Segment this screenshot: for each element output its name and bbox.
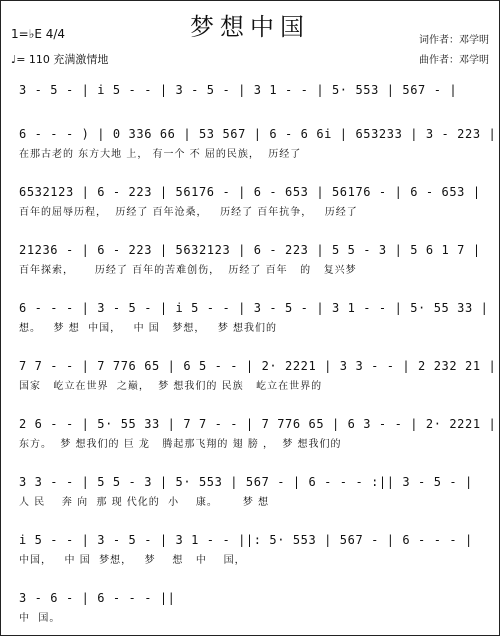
score-row: [19, 301, 491, 349]
score-row: [19, 591, 491, 639]
composer-credit: 曲作者：邓学明: [419, 55, 489, 66]
credits: [419, 31, 489, 71]
notation-line: 3 - 5 - | i 5 - - | 3 - 5 - | 3 1 - - | 5· 553 | 567 - |: [19, 83, 458, 97]
score-row: [19, 533, 491, 581]
notation-line: 7 7 - - | 7 776 65 | 6 5 - - | 2· 2221 | 3 3 - - | 2 232 21 |: [19, 359, 497, 373]
lyrics-line: 在那古老的 东方大地 上， 有一个 不 屈的民族， 历经了: [19, 149, 302, 160]
lyrics-line: 国家 屹立在世界 之巅， 梦 想我们的 民族 屹立在世界的: [19, 381, 323, 392]
score-row: [19, 359, 497, 407]
lyrics-line: 想。 梦 想 中国， 中 国 梦想， 梦 想我们的: [19, 323, 278, 334]
notation-line: 3 3 - - | 5 5 - 3 | 5· 553 | 567 - | 6 - - - :|| 3 - 5 - |: [19, 475, 473, 489]
lyrics-line: 百年的屈辱历程， 历经了 百年沧桑， 历经了 百年抗争， 历经了: [19, 207, 358, 218]
notation-line: 6532123 | 6 - 223 | 56176 - | 6 - 653 | 56176 - | 6 - 653 |: [19, 185, 481, 199]
notation-line: 6 - - - ) | 0 336 66 | 53 567 | 6 - 6 6i | 653233 | 3 - 223 |: [19, 127, 497, 141]
notation-line: i 5 - - | 3 - 5 - | 3 1 - - ||: 5· 553 | 567 - | 6 - - - |: [19, 533, 473, 547]
lyrics-line: 人 民 奔 向 那 现 代化的 小 康。 梦 想: [19, 497, 270, 508]
notation-line: 2 6 - - | 5· 55 33 | 7 7 - - | 7 776 65 | 6 3 - - | 2· 2221 |: [19, 417, 497, 431]
score-row: [19, 417, 497, 465]
notation-line: 21236 - | 6 - 223 | 5632123 | 6 - 223 | 5 5 - 3 | 5 6 1 7 |: [19, 243, 481, 257]
key-signature: 1=♭E 4/4: [11, 27, 66, 41]
lyrics-line: 中 国。: [19, 613, 61, 624]
lyrics-line: 中国， 中 国 梦想， 梦 想 中 国，: [19, 555, 246, 566]
song-title: 梦想中国: [190, 13, 310, 41]
score-row: [19, 127, 497, 175]
notation-line: 3 - 6 - | 6 - - - ||: [19, 591, 176, 605]
lyricist-credit: 词作者：邓学明: [419, 35, 489, 46]
lyrics-line: 百年探索， 历经了 百年的苦难创伤， 历经了 百年 的 复兴梦: [19, 265, 357, 276]
tempo-marking: ♩= 110 充满激情地: [11, 53, 109, 66]
score-row: [19, 83, 491, 131]
score-row: [19, 475, 491, 523]
score-row: [19, 243, 491, 291]
lyrics-line: 东方。 梦 想我们的 巨 龙 腾起那飞翔的 翅 膀 ， 梦 想我们的: [19, 439, 342, 450]
notation-line: 6 - - - | 3 - 5 - | i 5 - - | 3 - 5 - | 3 1 - - | 5· 55 33 |: [19, 301, 489, 315]
score-row: [19, 185, 491, 233]
